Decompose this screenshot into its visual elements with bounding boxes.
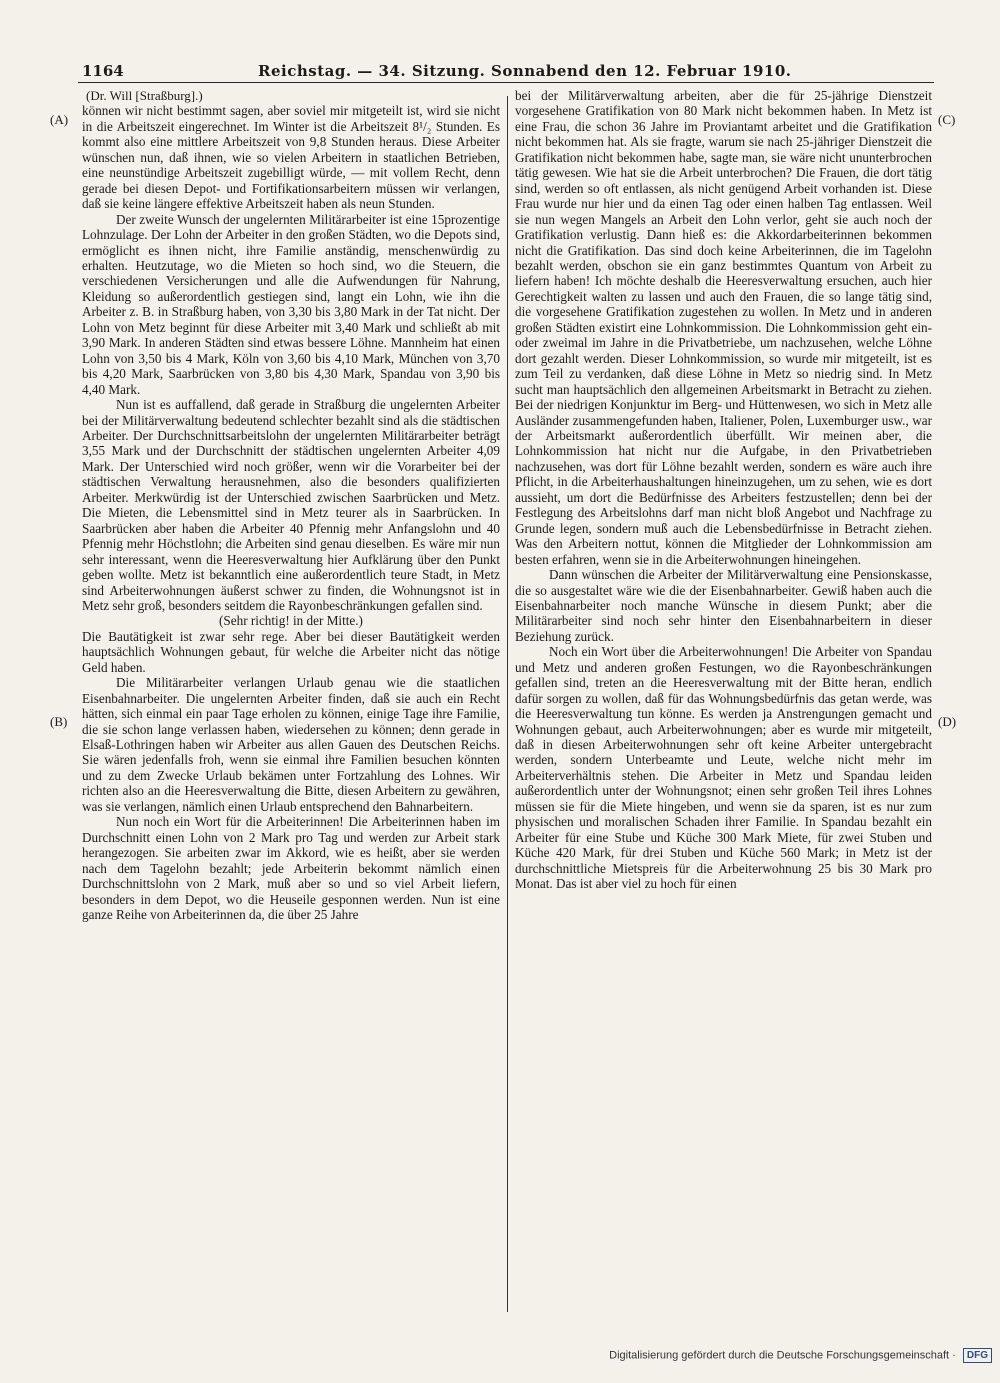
- paragraph: Die Militärarbeiter verlangen Urlaub genau wie die staatlichen Eisenbahnarbeiter. Die ungelernten Arbeiter finden, daß sie auch ein Recht hätten, sich einmal ein paar Tage erholen zu können, einige Tage ihre Familie, die sie schon lange verlassen haben, wiedersehen zu können; denn gerade in Elsaß-Lothringen haben wir Arbeiter aus allen Gauen des Deutschen Reichs. Sie wären jedenfalls froh, wenn sie einmal ihre Familien besuchen könnten und zu dem Zwecke Urlaub bekämen unter Fortzahlung des Lohnes. Wir richten also an die Heeresverwaltung die Bitte, diesen Arbeitern zu gewähren, was sie verlangen, nämlich einen Urlaub entsprechend den Bahnarbeitern.: [82, 675, 500, 814]
- paragraph: Die Bautätigkeit ist zwar sehr rege. Aber bei dieser Bautätigkeit werden hauptsächlich Wohnungen gebaut, für welche die Arbeiter nicht das nötige Geld haben.: [82, 628, 500, 675]
- paragraph: Noch ein Wort über die Arbeiterwohnungen! Die Arbeiter von Spandau und Metz und anderen großen Festungen, wo die Rayonbeschränkungen gefallen sind, treten an die Heeresverwaltung mit der Bitte heran, endlich dafür sorgen zu wollen, daß für das Wohnungsbedürfnis das getan werde, was die Heeresverwaltung tun könne. Es werden ja Anstrengungen gemacht und Wohnungen gebaut, auch Arbeiterwohnungen; aber es wurde mir mitgeteilt, daß in diesen Arbeiterwohnungen sehr oft keine Arbeiter untergebracht werden, sondern Unterbeamte und Leute, welche nicht mehr im Arbeiterverhältnis stehen. Die Arbeiter in Metz und Spandau leiden außerordentlich unter der Wohnungsnot; einen sehr großen Teil ihres Lohnes müssen sie für die Miete hingeben, und wenn sie da sparen, ist es nur zum physischen und moralischen Schaden ihrer Familie. In Spandau bezahlt ein Arbeiter für eine Stube und Küche 300 Mark Miete, für zwei Stuben und Küche 420 Mark, für drei Stuben und Küche 560 Mark; in Metz ist der durchschnittliche Mietspreis für die Arbeiterwohnung 25 bis 30 Mark pro Monat. Das ist aber viel zu hoch für einen: [515, 644, 932, 892]
- margin-marker-b: (B): [50, 714, 68, 729]
- paragraph: Dann wünschen die Arbeiter der Militärverwaltung eine Pensionskasse, die so ausgestaltet wäre wie die der Eisenbahnarbeiter. Gewiß haben auch die Eisenbahnarbeiter noch manche Wünsche in diesem Punkt; aber die Militärarbeiter sind noch sehr hinter den Eisenbahnarbeitern in dieser Beziehung zurück.: [515, 567, 932, 644]
- paragraph: Der zweite Wunsch der ungelernten Militärarbeiter ist eine 15prozentige Lohnzulage. Der Lohn der Arbeiter in den großen Städten, wo die Depots sind, ermöglicht es ihnen nicht, ihre Familie anständig, menschenwürdig zu erhalten. Heutzutage, wo die Mieten so hoch sind, wo die Steuern, die verschiedenen Versicherungen und alle die Aufwendungen für Nahrung, Kleidung so außerordentlich gestiegen sind, langt ein Lohn, wie ihn die Arbeiter z. B. in Straßburg haben, von 3,30 bis 3,80 Mark in der Tat nicht. Der Lohn von Metz beginnt für diese Arbeiter mit 3,40 Mark und schließt ab mit 3,90 Mark. In anderen Städten sind etwas bessere Löhne. Mannheim hat einen Lohn von 3,50 bis 4 Mark, Köln von 3,60 bis 4,10 Mark, München von 3,70 bis 4,20 Mark, Saarbrücken von 3,80 bis 4,30 Mark, Spandau von 3,90 bis 4,40 Mark.: [82, 211, 500, 397]
- paragraph: Nun ist es auffallend, daß gerade in Straßburg die ungelernten Arbeiter bei der Militärverwaltung bedeutend schlechter bezahlt sind als die städtischen Arbeiter. Der Durchschnittsarbeitslohn der ungelernten Militärarbeiter beträgt 3,55 Mark und der Durchschnitt der städtischen ungelernten Arbeiter 4,09 Mark. Der Unterschied wird noch größer, wenn wir die Vorarbeiter bei der städtischen Verwaltung herausnehmen, also die besonders qualifizierten Arbeiter. Merkwürdig ist der Unterschied zwischen Saarbrücken und Metz. Die Mieten, die Lebensmittel sind in Metz teurer als in Saarbrücken. In Saarbrücken aber haben die Arbeiter 40 Pfennig mehr Anfangslohn und 40 Pfennig mehr Höchstlohn; die Arbeiten sind genau dieselben. Es wäre mir nun sehr interessant, wenn die Heeresverwaltung hier Aufklärung über den Punkt geben wollte. Metz ist bekanntlich eine außerordentlich teure Stadt, in Metz sind Arbeiterwohnungen äußerst schwer zu finden, die Wohnungsnot ist in Metz sehr groß, besonders seitdem die Rayonbeschränkungen gefallen sind.: [82, 397, 500, 613]
- digitization-credit: [590, 1348, 992, 1366]
- paragraph: bei der Militärverwaltung arbeiten, aber die für 25-jährige Dienstzeit vorgesehene Gratifikation von 80 Mark nicht bekommen haben. In Metz ist eine Frau, die schon 36 Jahre im Proviantamt arbeitet und die Gratifikation nicht bekommen hat. Als sie fragte, warum sie nach 25-jähriger Dienstzeit die Gratifikation nicht bekommen habe, sagte man, sie wäre nicht ununterbrochen tätig gewesen. Wie hat sie die Arbeit unterbrochen? Die Frauen, die dort tätig sind, werden so oft entlassen, als nicht genügend Arbeit vorhanden ist. Diese Frau wurde nur hier und da einen Tag oder einen halben Tag entlassen. Weil sie nun wegen Mangels an Arbeit den Lohn verlor, geht sie auch noch der Gratifikation verlustig. Dann hieß es: die Akkordarbeiterinnen bekommen nicht die Gratifikation. Das sind doch keine Arbeiterinnen, die im Tagelohn bezahlt werden, obschon sie ein ganz bestimmtes Quantum von Arbeit zu liefern haben! Ich möchte deshalb die Heeresverwaltung ersuchen, auch hier Gerechtigkeit walten zu lassen und auch den Frauen, die so lange tätig sind, die vorgesehene Gratifikation zugestehen zu wollen. In Metz und in anderen großen Städten existirt eine Lohnkommission. Die Lohnkommission geht ein- oder zweimal im Jahre in die Privatbetriebe, um nachzusehen, welche Löhne dort gezahlt werden. Dieser Lohnkommission, so wurde mir mitgeteilt, ist es zum Teil zu verdanken, daß diese Löhne in Metz so niedrig sind. In Metz sucht man hauptsächlich den allgemeinen Arbeitsmarkt in Betracht zu ziehen. Bei der niedrigen Konjunktur im Berg- und Hüttenwesen, wo sich in Metz alle Ausländer zusammengefunden haben, Italiener, Polen, Luxemburger usw., war der Arbeitsmarkt außerordentlich überfüllt. Wir meinen aber, die Lohnkommission hat nicht nur die Aufgabe, in den Privatbetrieben nachzusehen, was dort für Löhne bezahlt werden, sondern es wäre auch ihre Pflicht, in die Arbeiterhaushaltungen hineinzugehen, um zu sehen, wie es dort aussieht, um dort die Bedürfnisse des Arbeiters festzustellen; denn bei der Festlegung des Arbeitslohns darf man nicht bloß Angebot und Nachfrage zu Grunde legen, sondern muß auch die Lebensbedürfnisse in Betracht ziehen. Was den Arbeitern nottut, können die Mitglieder der Lohnkommission am besten erfahren, wenn sie in die Arbeiterwohnungen hineingehen.: [515, 88, 932, 567]
- header-rule: [78, 82, 934, 83]
- credit-text: Digitalisierung gefördert durch die Deutsche Forschungsgemeinschaft ·: [609, 1349, 956, 1362]
- paragraph: können wir nicht bestimmt sagen, aber soviel mir mitgeteilt ist, wird sie nicht in die Arbeitszeit eingerechnet. Im Winter ist die Arbeitszeit 8¹/₂ Stunden. Es kommt also eine mittlere Arbeitszeit von 9,8 Stunden heraus. Diese Arbeiter wünschen nun, daß ihnen, wie so vielen Arbeitern in staatlichen Betrieben, eine neunstündige Arbeitszeit zugebilligt würde, — mit vollem Recht, denn gerade bei diesen Depot- und Fortifikationsarbeitern müssen wir verlangen, daß sie keine längere effektive Arbeitszeit haben als neun Stunden.: [82, 103, 500, 212]
- dfg-logo: DFG: [963, 1348, 992, 1363]
- left-column: [82, 88, 500, 1316]
- interjection: (Sehr richtig! in der Mitte.): [219, 613, 363, 629]
- page-number: 1164: [82, 62, 124, 80]
- margin-marker-d: (D): [938, 714, 957, 729]
- speaker-note: (Dr. Will [Straßburg].): [86, 88, 203, 103]
- right-column: [515, 88, 932, 1316]
- paragraph: Nun noch ein Wort für die Arbeiterinnen! Die Arbeiterinnen haben im Durchschnitt einen Lohn von 2 Mark pro Tag und werden zur Arbeit stark herangezogen. Sie arbeiten zwar im Akkord, wie es heißt, aber sie werden nach dem Tagelohn bezahlt; jede Arbeiterin bekommt nämlich einen Durchschnittslohn von 2 Mark, muß aber so und so viel Arbeit liefern, besonders in dem Depot, wo die Heuseile gesponnen werden. Nun ist eine ganze Reihe von Arbeiterinnen da, die über 25 Jahre: [82, 814, 500, 923]
- column-divider: [507, 96, 508, 1312]
- page-header: [78, 62, 940, 84]
- running-title: Reichstag. — 34. Sitzung. Sonnabend den 12. Februar 1910.: [258, 62, 792, 80]
- margin-marker-a: (A): [50, 112, 69, 127]
- margin-marker-c: (C): [938, 112, 956, 127]
